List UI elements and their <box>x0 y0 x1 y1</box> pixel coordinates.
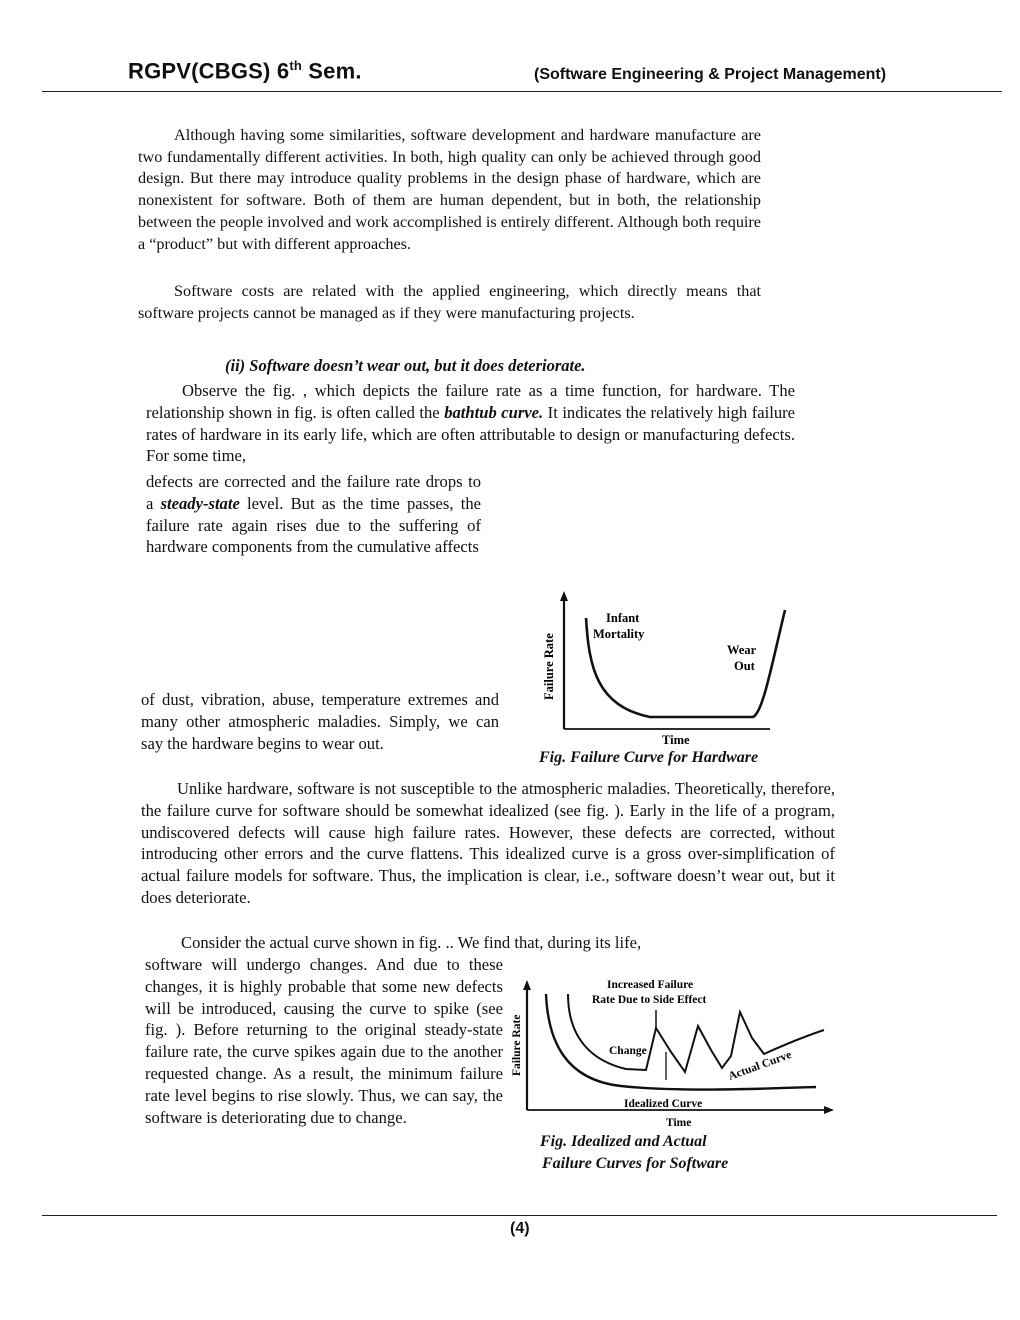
paragraph-3-text-b: It indicates the relatively high failure rates of hardware in its early life, which are often attributable to design or manufacturing defects. For some time, <box>146 402 796 466</box>
fig1-x-label: Time <box>662 733 690 747</box>
actual-curve-label: Actual Curve <box>726 1048 794 1083</box>
course-superscript: th <box>289 58 302 73</box>
paragraph-5: of dust, vibration, abuse, temperature extremes and many other atmospheric maladies. Simply, we can say the hardware begins to wear out. <box>141 690 499 753</box>
idealized-curve <box>546 994 816 1090</box>
paragraph-4-text-b: level. But as the time passes, the failure rate again rises due to the suffering of hardware components from the cumulative affects <box>146 493 481 557</box>
fig2-x-arrow <box>824 1106 834 1114</box>
infant-label-2: Mortality <box>593 627 645 641</box>
hardware-failure-figure <box>535 588 795 750</box>
section-heading: (ii) Software doesn’t wear out, but it does deteriorate. <box>225 356 586 375</box>
fig1-y-arrow <box>560 591 568 601</box>
wear-label-2: Out <box>734 659 755 673</box>
course-prefix: RGPV(CBGS) 6 <box>128 58 290 84</box>
course-title <box>128 58 362 84</box>
steady-state-term: steady-state <box>160 493 240 513</box>
paragraph-4 <box>146 471 481 558</box>
figure2-caption-1: Fig. Idealized and Actual <box>540 1133 707 1150</box>
increased-label-1: Increased Failure <box>607 979 694 991</box>
paragraph-3 <box>146 380 795 467</box>
infant-label-1: Infant <box>606 611 640 625</box>
paragraph-3-text-a: Observe the fig. , which depicts the failure rate as a time function, for hardware. The relationship shown in fig. is often called the <box>146 381 795 422</box>
footer-rule <box>42 1215 997 1216</box>
paragraph-1: Although having some similarities, software development and hardware manufacture are two fundamentally different activities. In both, high quality can only be achieved through good design. But there may introduce quality problems in the design phase of hardware, which are nonexistent for software. Both of them are human dependent, but in both, the relationship between the people involved and work accomplished is entirely different. Although both require a “product” but with different approaches. <box>138 126 761 253</box>
paragraph-7b: software will undergo changes. And due to these changes, it is highly probable that some new defects will be introduced, causing the curve to spike (see fig. ). Before returning to the original steady-state failure rate, the curve spikes again due to the another requested change. As a result, the minimum failure rate level begins to rise slowly. Thus, we can say, the software is deteriorating due to change. <box>145 955 503 1127</box>
header-rule <box>42 91 1002 92</box>
fig1-y-label: Failure Rate <box>542 633 556 700</box>
paragraph-2: Software costs are related with the applied engineering, which directly means that software projects cannot be managed as if they were manufacturing projects. <box>138 282 761 322</box>
paragraph-6: Unlike hardware, software is not susceptible to the atmospheric maladies. Theoretically, therefore, the failure curve for software should be somewhat idealized (see fig. ). Early in the life of a program, undiscovered defects will cause high failure rates. However, these defects are corrected, without introducing other errors and the curve flattens. This idealized curve is a gross over-simplification of actual failure models for software. Thus, the implication is clear, i.e., software doesn’t wear out, but it does deteriorate. <box>141 779 835 907</box>
idealized-curve-label: Idealized Curve <box>624 1098 703 1110</box>
bathtub-term: bathtub curve. <box>444 402 544 422</box>
paragraph-7a: Consider the actual curve shown in fig. .. We find that, during its life, <box>181 933 642 952</box>
course-suffix: Sem. <box>301 58 362 84</box>
figure2-caption-2: Failure Curves for Software <box>542 1155 729 1172</box>
wear-label-1: Wear <box>727 643 757 657</box>
page-number: (4) <box>510 1220 530 1237</box>
software-failure-figure <box>506 972 836 1132</box>
change-label: Change <box>609 1045 647 1057</box>
increased-label-2: Rate Due to Side Effect <box>592 994 707 1006</box>
fig2-y-arrow <box>523 980 531 990</box>
paragraph-4-text-a: defects are corrected and the failure rate drops to a <box>146 472 481 513</box>
figure1-caption: Fig. Failure Curve for Hardware <box>539 749 759 766</box>
subject-title: (Software Engineering & Project Management) <box>534 66 887 83</box>
fig2-x-label: Time <box>666 1117 692 1129</box>
fig2-y-label: Failure Rate <box>511 1014 523 1076</box>
